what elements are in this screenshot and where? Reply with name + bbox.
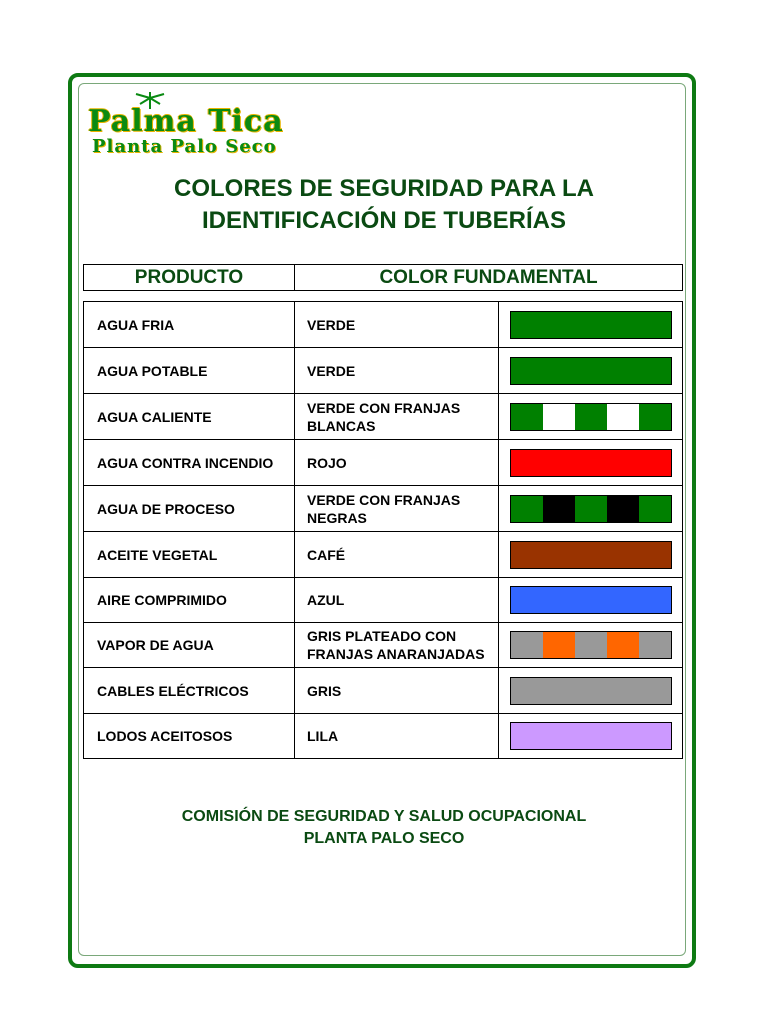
table-row [84,714,682,758]
color-swatch [510,541,672,569]
swatch-cell [499,532,682,577]
color-swatch [510,495,672,523]
product-cell: AGUA CALIENTE [84,394,295,439]
color-swatch [510,403,672,431]
product-cell: AGUA DE PROCESO [84,486,295,531]
swatch-segment [511,723,671,749]
company-logo [88,96,348,162]
footer-line-1: COMISIÓN DE SEGURIDAD Y SALUD OCUPACIONAL [181,808,587,825]
swatch-segment [511,632,543,658]
logo-plant-name: Planta Palo Seco [92,136,277,157]
product-cell: AGUA POTABLE [84,348,295,393]
swatch-segment [511,358,671,384]
swatch-segment [607,496,639,522]
swatch-cell [499,622,682,667]
title-line-2: IDENTIFICACIÓN DE TUBERÍAS [201,207,566,234]
swatch-segment [575,632,607,658]
color-swatch [510,357,672,385]
color-swatch [510,449,672,477]
color-name-cell: ROJO [295,440,499,485]
swatch-segment [639,632,671,658]
product-cell: AIRE COMPRIMIDO [84,577,295,622]
swatch-segment [543,632,575,658]
color-name-cell: VERDE [295,302,499,347]
table-row [84,394,682,440]
color-table [83,301,683,759]
table-row [84,622,682,668]
product-cell: AGUA FRIA [84,302,295,347]
swatch-segment [639,404,671,430]
swatch-segment [543,496,575,522]
page-title [84,173,684,237]
swatch-cell [499,348,682,393]
swatch-cell [499,577,682,622]
swatch-cell [499,668,682,713]
swatch-segment [511,542,671,568]
color-name-cell: AZUL [295,577,499,622]
footer-note [84,806,684,850]
product-cell: LODOS ACEITOSOS [84,714,295,758]
swatch-cell [499,440,682,485]
footer-line-2: PLANTA PALO SECO [303,830,465,847]
swatch-segment [511,496,543,522]
swatch-cell [499,714,682,758]
swatch-cell [499,394,682,439]
swatch-segment [511,587,671,613]
swatch-segment [511,678,671,704]
title-line-1: COLORES DE SEGURIDAD PARA LA [173,175,595,202]
table-row [84,486,682,532]
swatch-segment [511,404,543,430]
color-swatch [510,311,672,339]
product-cell: ACEITE VEGETAL [84,532,295,577]
swatch-segment [639,496,671,522]
swatch-segment [511,450,671,476]
color-swatch [510,586,672,614]
swatch-segment [575,496,607,522]
product-cell: CABLES ELÉCTRICOS [84,668,295,713]
color-name-cell: VERDE CON FRANJAS NEGRAS [295,486,499,531]
header-product: PRODUCTO [84,265,295,290]
swatch-segment [575,404,607,430]
color-name-cell: CAFÉ [295,532,499,577]
product-cell: AGUA CONTRA INCENDIO [84,440,295,485]
swatch-segment [511,312,671,338]
color-swatch [510,677,672,705]
swatch-segment [607,632,639,658]
color-name-cell: VERDE [295,348,499,393]
table-row [84,348,682,394]
header-color: COLOR FUNDAMENTAL [379,266,598,288]
color-name-cell: GRIS [295,668,499,713]
table-row [84,668,682,714]
table-row [84,440,682,486]
color-name-cell: VERDE CON FRANJAS BLANCAS [295,394,499,439]
table-row [84,577,682,623]
color-swatch [510,722,672,750]
color-swatch [510,631,672,659]
swatch-segment [543,404,575,430]
swatch-cell [499,486,682,531]
table-header [83,264,683,291]
color-name-cell: LILA [295,714,499,758]
swatch-cell [499,302,682,347]
table-row [84,302,682,348]
swatch-segment [607,404,639,430]
product-cell: VAPOR DE AGUA [84,622,295,667]
color-name-cell: GRIS PLATEADO CON FRANJAS ANARANJADAS [295,622,499,667]
table-row [84,532,682,578]
logo-brand-name: Palma Tica [88,104,284,139]
